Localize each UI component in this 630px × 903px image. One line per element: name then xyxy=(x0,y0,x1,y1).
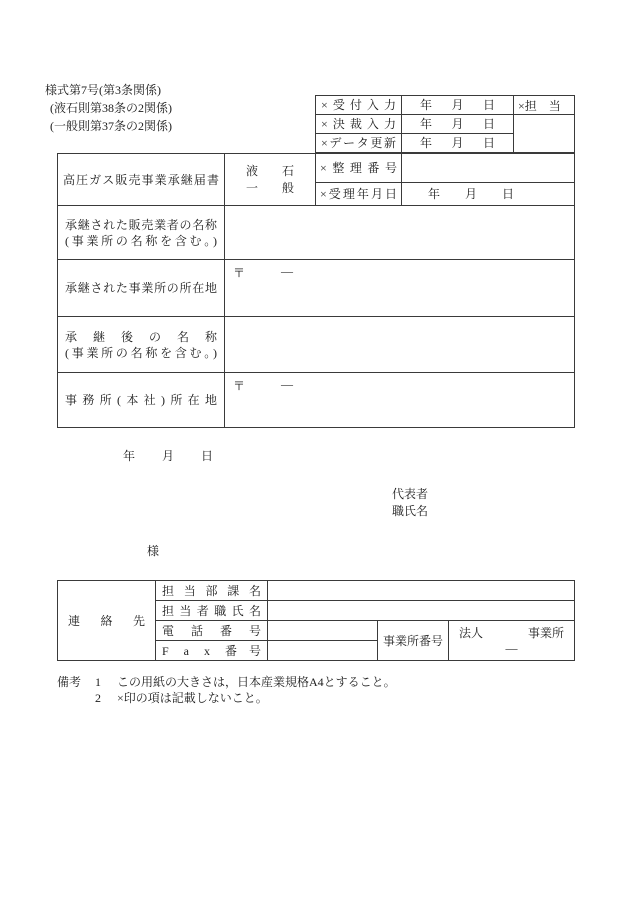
main-header-row xyxy=(58,154,574,206)
postal-mark-2: 〒 xyxy=(233,379,246,393)
contact-table xyxy=(57,580,575,661)
contact-person-label: 担当者職氏名 xyxy=(162,603,261,618)
data-update-label-cell xyxy=(316,134,402,152)
form-number-line: 様式第7号(第3条関係) xyxy=(45,83,161,97)
head-office-address-label: 事務所(本社)所在地 xyxy=(65,393,217,407)
remark-1-text: この用紙の大きさは，日本産業規格A4とすること。 xyxy=(117,675,396,689)
approval-input-label-cell xyxy=(316,115,402,134)
remark-line-2 xyxy=(57,690,396,706)
contact-department-label: 担当部課名 xyxy=(162,583,261,598)
phone-value-cell xyxy=(268,621,377,641)
acceptance-date-value-cell xyxy=(402,183,574,205)
office-use-table xyxy=(315,95,575,153)
postal-mark: 〒 xyxy=(233,266,246,280)
acceptance-date-row xyxy=(316,183,574,205)
name-after-succession-row xyxy=(58,317,574,373)
tanto-value-cell xyxy=(514,115,574,152)
contact-person-value-cell xyxy=(268,601,574,620)
acceptance-date-label-cell xyxy=(316,183,402,205)
fax-label: F a x 番号 xyxy=(162,643,261,658)
postal-dash: ― xyxy=(281,264,294,278)
acceptance-date-placeholder: 年月日 xyxy=(428,187,514,202)
succeeded-office-address-row xyxy=(58,260,574,317)
data-update-date-cell xyxy=(402,134,514,152)
contact-department-row xyxy=(156,581,574,601)
office-number-label-cell xyxy=(378,621,449,660)
representative-title-name-label: 職氏名 xyxy=(392,504,429,518)
reference-number-row xyxy=(316,154,574,183)
data-update-label: ×データ更新 xyxy=(321,136,396,150)
office-number-headings xyxy=(449,621,574,641)
form-ref-ekiseki: (液石則第38条の2関係) xyxy=(50,101,172,115)
head-office-address-row xyxy=(58,373,574,427)
name-after-succession-label: 承継後の名称 xyxy=(65,329,217,344)
succeeded-office-address-label-cell xyxy=(58,260,225,316)
approval-date-cell xyxy=(402,115,514,134)
phone-label: 電話番号 xyxy=(162,623,261,638)
name-after-succession-value-cell xyxy=(225,317,574,372)
corporation-label: 法人 xyxy=(459,626,484,640)
office-number-label: 事業所番号 xyxy=(382,634,443,648)
approval-date-label: 年月日 xyxy=(420,117,495,131)
head-office-address-value-cell xyxy=(225,373,574,427)
succeeded-office-address-value-cell xyxy=(225,260,574,316)
succeeded-dealer-name-label-cell xyxy=(58,206,225,259)
contact-person-label-cell xyxy=(156,601,268,620)
remark-1-number: 1 xyxy=(95,675,101,689)
name-after-succession-sublabel: (事業所の名称を含む。) xyxy=(65,345,217,360)
succeeded-dealer-name-sublabel: (事業所の名称を含む。) xyxy=(65,233,217,248)
office-number-value-cell xyxy=(449,621,574,660)
representative-label: 代表者 xyxy=(392,487,429,501)
contact-department-label-cell xyxy=(156,581,268,600)
remark-2-number: 2 xyxy=(95,691,101,705)
fax-label-cell xyxy=(156,641,267,660)
reference-number-label-cell xyxy=(316,154,402,182)
main-header-right xyxy=(316,154,574,205)
acceptance-date-label: ×受理年月日 xyxy=(320,187,397,202)
main-form-table xyxy=(57,153,575,428)
regulation-type-cell xyxy=(225,154,316,205)
postal-dash-2: ― xyxy=(281,377,294,391)
office-number-dash: ― xyxy=(505,641,518,655)
succeeded-office-address-label: 承継された事業所の所在地 xyxy=(65,281,217,295)
succeeded-dealer-name-value-cell xyxy=(225,206,574,259)
contact-title-cell xyxy=(58,581,156,660)
reception-date-label: 年月日 xyxy=(420,98,495,112)
regulation-type-line1: 液 石 xyxy=(245,163,294,178)
reference-number-label: ×整理番号 xyxy=(320,161,397,176)
submission-date-line: 年月日 xyxy=(123,449,213,463)
remark-2-indent xyxy=(57,690,95,706)
tanto-label: ×担 当 xyxy=(518,98,561,113)
remarks-block xyxy=(57,674,396,706)
contact-person-row xyxy=(156,601,574,621)
reception-date-cell xyxy=(402,96,514,115)
reference-number-value-cell xyxy=(402,154,574,182)
form-ref-ippan: (一般則第37条の2関係) xyxy=(50,119,172,133)
data-update-date-label: 年月日 xyxy=(420,136,495,150)
form-title: 高圧ガス販売事業承継届書 xyxy=(63,172,219,187)
office-label: 事業所 xyxy=(527,626,564,640)
phone-fax-value-stack xyxy=(268,621,378,660)
form-number-block xyxy=(45,81,172,135)
phone-label-cell xyxy=(156,621,267,641)
succeeded-dealer-name-label: 承継された販売業者の名称 xyxy=(65,217,217,232)
contact-phone-fax-row xyxy=(156,621,574,660)
remark-2-text: ×印の項は記載しないこと。 xyxy=(117,691,268,705)
phone-fax-label-stack xyxy=(156,621,268,660)
addressee-honorific: 様 xyxy=(147,544,160,558)
form-title-cell xyxy=(58,154,225,205)
approval-input-label: ×決裁入力 xyxy=(321,117,396,131)
representative-block xyxy=(392,486,428,520)
contact-department-value-cell xyxy=(268,581,574,600)
name-after-succession-label-cell xyxy=(58,317,225,372)
reception-input-label: ×受付入力 xyxy=(321,98,396,112)
fax-value-cell xyxy=(268,641,377,660)
head-office-address-label-cell xyxy=(58,373,225,427)
contact-right xyxy=(156,581,574,660)
tanto-label-cell xyxy=(514,96,574,115)
remarks-label: 備考 xyxy=(57,675,82,689)
succeeded-dealer-name-row xyxy=(58,206,574,260)
remark-line-1 xyxy=(57,674,396,690)
regulation-type-line2: 一 般 xyxy=(245,180,294,195)
reception-input-label-cell xyxy=(316,96,402,115)
contact-title: 連絡先 xyxy=(68,613,145,628)
